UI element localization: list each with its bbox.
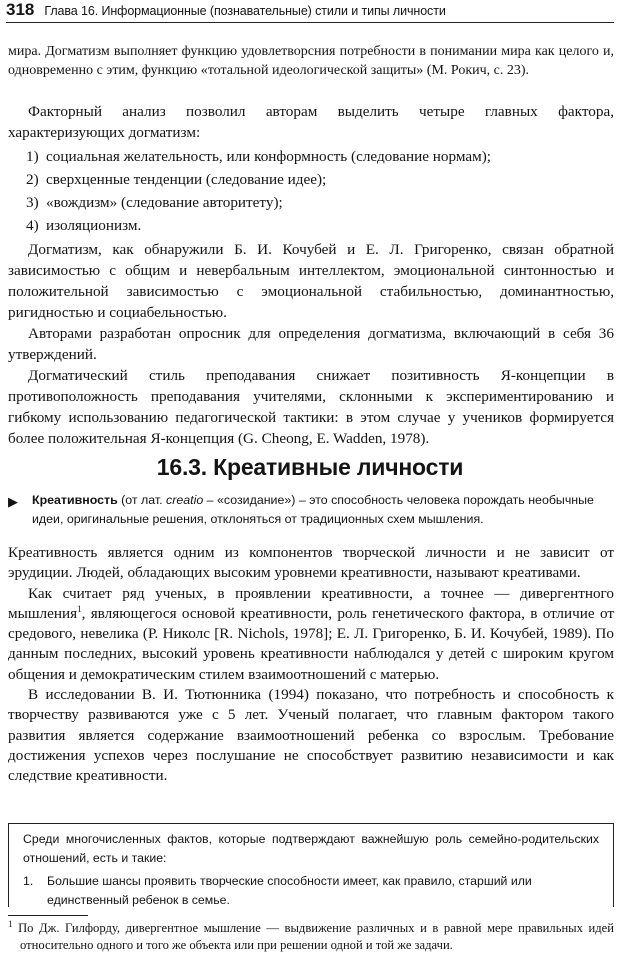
body-section-dogmatism — [8, 101, 614, 449]
list-item: 4) изоляционизм. — [26, 217, 142, 234]
paragraph: Факторный анализ позволил авторам выделить четыре главных фактора, характеризующих догматизм: — [8, 103, 614, 141]
triangle-bullet-icon: ▶ — [8, 494, 18, 509]
quote-block — [8, 42, 614, 80]
running-title: Глава 16. Информационные (познавательные) стили и типы личности — [44, 4, 446, 18]
box-list — [23, 872, 599, 910]
section-heading: 16.3. Креативные личности — [156, 454, 464, 480]
paragraph: В исследовании В. И. Тютюнника (1994) показано, что потребность и способность к творчеству развиваются уже с 5 лет. Ученый полагает, что главным фактором такого развития является содержание взаимоотношений ребенка со взрослым. Требование достижения успехов через послушание не способствует развитию независимости и как следствие креативности. — [8, 686, 614, 785]
list-item: 1) социальная желательность, или конформность (следование нормам); — [26, 148, 491, 165]
latin-word: creatio — [166, 493, 204, 507]
list-item: 3) «вождизм» (следование авторитету); — [26, 194, 283, 211]
factor-list — [8, 145, 614, 237]
footnote: $^1$ По Дж. Гилфорду, дивергентное мышление — выдвижение различных и в равной мере правильных идей относительно одного и того же объекта или при решении одной и той же задачи. — [8, 918, 614, 952]
paragraph: Догматизм, как обнаружили Б. И. Кочубей и Е. Л. Григоренко, связан обратной зависимостью с общим и невербальным интеллектом, эмоциональной синтонностью и положительной зависимостью с эмоциональной стабильностью, доминантностью, ригидностью и социабельностью. — [8, 241, 614, 321]
page-number: 318 — [6, 0, 35, 19]
footnote-divider — [8, 915, 88, 916]
sidebar-box — [8, 823, 614, 907]
paragraph: Креативность является одним из компонентов творческой личности и не зависит от эрудиции. Людей, обладающих высоким уровнеми креативности, называют креативами. — [8, 544, 614, 582]
definition-block: ▶ Креативность (от лат. creatio – «созидание») – это способность человека порождать необычные идеи, оригинальные решения, отклоняться от традиционных схем мышления. — [8, 493, 594, 526]
quote-text: мира. Догматизм выполняет функцию удовлетворсния потребности в понимании мира как целого и, одновременно с этим, функцию «тотальной идеологической защиты» (М. Рокич, с. 23). — [8, 44, 614, 78]
paragraph: Авторами разработан опросник для определения догматизма, включающий в себя 36 утверждений. — [8, 325, 614, 363]
footnote-ref: 1 — [77, 603, 82, 614]
paragraph: Догматический стиль преподавания снижает позитивность Я-концепции в противоположность преподавания учителями, склонными к экспериментированию и гибкому использованию педагогической тактики: в этом случае у учеников формируется более положительная Я-концепция (G. Cheong, E. Wadden, 1978). — [8, 367, 614, 447]
paragraph: Как считает ряд ученых, в проявлении креативности, а точнее — дивергентного мышления$^1$, являющегося основой креативности, роль генетического фактора, в отличие от средового, невелика (Р. Николс [R. Nichols, 1978]; Е. Л. Григоренко, Б. И. Кочубей, 1989). По данным последних, высокий уровень креативности наблюдался у детей с широким кругом общения и демократическим стилем взаимоотношений с матерью. — [8, 584, 614, 683]
footnote-mark: 1 — [8, 918, 13, 929]
list-item: 1. Большие шансы проявить творческие способности имеет, как правило, старший или единственный ребенок в семье. — [23, 874, 532, 907]
running-header — [6, 0, 614, 23]
list-item: 2) сверхценные тенденции (следование идее); — [26, 171, 327, 188]
box-intro: Среди многочисленных фактов, которые подтверждают важнейшую роль семейно-родительских отношений, есть и такие: — [23, 832, 599, 865]
body-section-creativity — [8, 543, 614, 787]
definition-term: Креативность — [32, 493, 118, 507]
